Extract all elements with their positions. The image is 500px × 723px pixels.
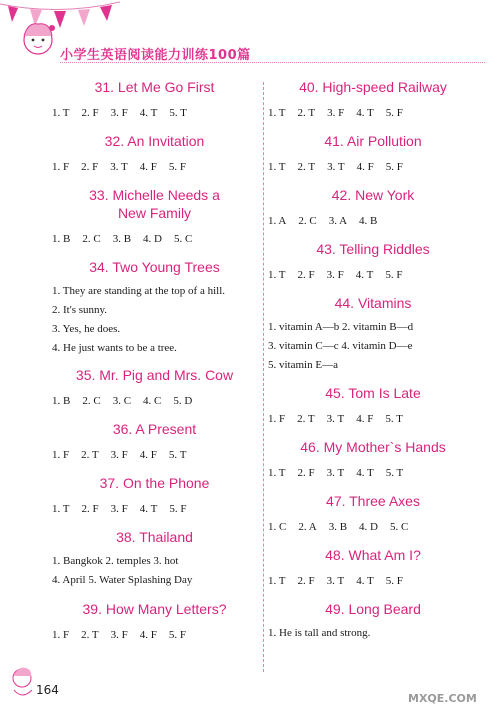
answer-item: 1. T [268,161,286,173]
answer-section [52,600,257,645]
answer-item: 5. F [385,575,403,587]
answer-item: 3. T [326,575,345,587]
answer-section [52,78,257,123]
answer-lines [52,552,257,590]
answer-item: 2. T [81,629,99,641]
answer-line: 4. April 5. Water Splashing Day [52,574,193,586]
answer-section [52,528,257,590]
answer-section [52,366,257,411]
header-divider [60,62,485,63]
answer-item: 3. C [112,395,132,407]
answer-item: 2. F [81,107,99,119]
answer-item: 2. T [297,413,315,425]
section-title: 43. Telling Riddles [316,241,430,257]
section-title: 41. Air Pollution [324,133,422,149]
answer-item: 4. F [356,161,374,173]
answer-item: 5. F [385,107,403,119]
answer-item: 2. T [297,107,316,119]
section-title: 47. Three Axes [326,493,420,509]
answer-lines [268,624,478,643]
answer-row [268,410,478,429]
section-title: 38. Thailand [116,529,193,545]
answer-line: 1. He is tall and strong. [268,627,371,639]
answer-line: 5. vitamin E—a [268,359,338,371]
answer-line: 1. They are standing at the top of a hill. [52,285,226,297]
answer-item: 5. F [169,503,187,515]
answer-section [52,474,257,519]
answer-item: 3. B [112,233,132,245]
section-title: 37. On the Phone [99,475,210,491]
answer-item: 1. T [268,269,286,281]
answer-item: 5. F [385,161,403,173]
answer-line: 3. vitamin C—c 4. vitamin D—e [268,340,413,352]
answer-row [52,104,257,123]
answer-item: 4. F [356,413,374,425]
answer-item: 2. T [81,449,99,461]
section-title: 33. Michelle Needs a New Family [89,187,220,221]
answer-item: 3. F [110,449,128,461]
answer-item: 1. T [268,107,286,119]
answer-item: 5. C [389,521,409,533]
book-title: 小学生英语阅读能力训练100篇 [60,48,251,63]
answer-item: 4. F [139,449,157,461]
column-divider [263,82,264,672]
section-title: 44. Vitamins [334,295,412,311]
answer-row [268,572,478,591]
answer-item: 5. T [385,413,403,425]
answer-row [268,518,478,537]
answer-row [52,626,257,645]
answer-section [52,420,257,465]
answer-item: 1. F [52,161,70,173]
section-title: 32. An Invitation [104,133,205,149]
answer-item: 4. F [139,629,157,641]
answer-item: 1. T [268,575,286,587]
answer-line: 4. He just wants to be a tree. [52,342,177,354]
answer-line: 2. It's sunny. [52,304,108,316]
answer-item: 4. F [139,161,157,173]
answer-item: 2. F [297,575,315,587]
answer-item: 4. C [143,395,162,407]
answer-item: 5. F [168,629,187,641]
answer-item: 3. T [327,161,345,173]
answer-item: 3. F [326,269,344,281]
section-title: 42. New York [331,187,415,203]
answer-item: 3. F [110,107,128,119]
section-title: 46. My Mother`s Hands [300,439,446,455]
answer-item: 1. B [52,233,71,245]
answer-item: 5. T [169,107,187,119]
answer-item: 2. C [82,233,101,245]
answer-item: 4. T [356,575,374,587]
answer-item: 1. T [52,107,70,119]
answer-section [268,492,478,537]
answer-item: 4. B [359,215,378,227]
answer-row [268,464,478,483]
answer-item: 2. F [297,269,315,281]
answer-item: 1. F [268,413,286,425]
answer-item: 3. F [110,503,128,515]
answer-item: 5. D [173,395,193,407]
answer-item: 5. C [173,233,193,245]
answer-row [52,446,257,465]
answer-item: 1. A [268,215,287,227]
answer-line: 3. Yes, he does. [52,323,121,335]
answer-section [268,384,478,429]
answer-item: 1. T [268,467,286,479]
answer-row [268,104,478,123]
answer-section [268,546,478,591]
cartoon-girl-icon [16,18,60,62]
answer-item: 2. T [297,161,316,173]
page-header [0,0,500,80]
answer-section [268,132,478,177]
answer-item: 3. T [326,413,345,425]
answer-item: 4. T [139,107,158,119]
answer-item: 4. D [143,233,162,245]
answer-item: 3. T [326,467,345,479]
answer-lines [52,282,257,358]
answer-section [268,78,478,123]
answer-item: 3. A [328,215,348,227]
page-number: 164 [36,683,59,697]
answer-item: 2. C [82,395,101,407]
answer-item: 2. C [298,215,317,227]
answer-section [268,240,478,285]
answer-row [52,230,257,249]
answer-row [52,500,257,519]
answer-section [52,132,257,177]
answer-item: 2. F [81,161,99,173]
answer-item: 1. F [52,629,70,641]
answer-item: 2. A [298,521,317,533]
answer-section [52,258,257,358]
section-title: 40. High-speed Railway [299,79,447,95]
answer-item: 3. F [327,107,345,119]
answer-item: 5. T [385,467,404,479]
answer-item: 1. F [52,449,70,461]
answer-row [52,158,257,177]
answer-item: 1. B [52,395,71,407]
section-title: 49. Long Beard [325,601,421,617]
answer-section [52,186,257,249]
answer-section [268,294,478,375]
answer-row [268,158,478,177]
answer-item: 3. B [328,521,348,533]
answer-section [268,600,478,643]
answer-item: 5. F [168,161,187,173]
answer-item: 4. T [355,269,374,281]
answer-section [268,438,478,483]
answer-item: 3. F [110,629,128,641]
answer-item: 2. F [81,503,99,515]
answer-row [268,212,478,231]
section-title: 48. What Am I? [325,547,421,563]
answer-item: 4. T [139,503,158,515]
answer-row [268,266,478,285]
answer-item: 4. T [356,467,374,479]
answer-item: 4. T [356,107,374,119]
answer-line: 1. Bangkok 2. temples 3. hot [52,555,179,567]
cartoon-decoration-icon [8,664,38,704]
answer-item: 1. T [52,503,70,515]
section-title: 39. How Many Letters? [82,601,227,617]
section-title: 45. Tom Is Late [325,385,421,401]
watermark: MXQE.COM [408,692,477,705]
answer-item: 5. F [385,269,403,281]
answer-item: 1. C [268,521,287,533]
answer-row [52,392,257,411]
section-title: 35. Mr. Pig and Mrs. Cow [75,367,234,383]
answer-lines [268,318,478,375]
answer-item: 4. D [359,521,378,533]
section-title: 36. A Present [112,421,197,437]
answer-item: 5. T [168,449,187,461]
section-title: 34. Two Young Trees [89,259,220,275]
answer-section [268,186,478,231]
answer-line: 1. vitamin A—b 2. vitamin B—d [268,321,414,333]
answer-item: 2. F [297,467,315,479]
section-title: 31. Let Me Go First [94,79,215,95]
answer-item: 3. T [110,161,128,173]
